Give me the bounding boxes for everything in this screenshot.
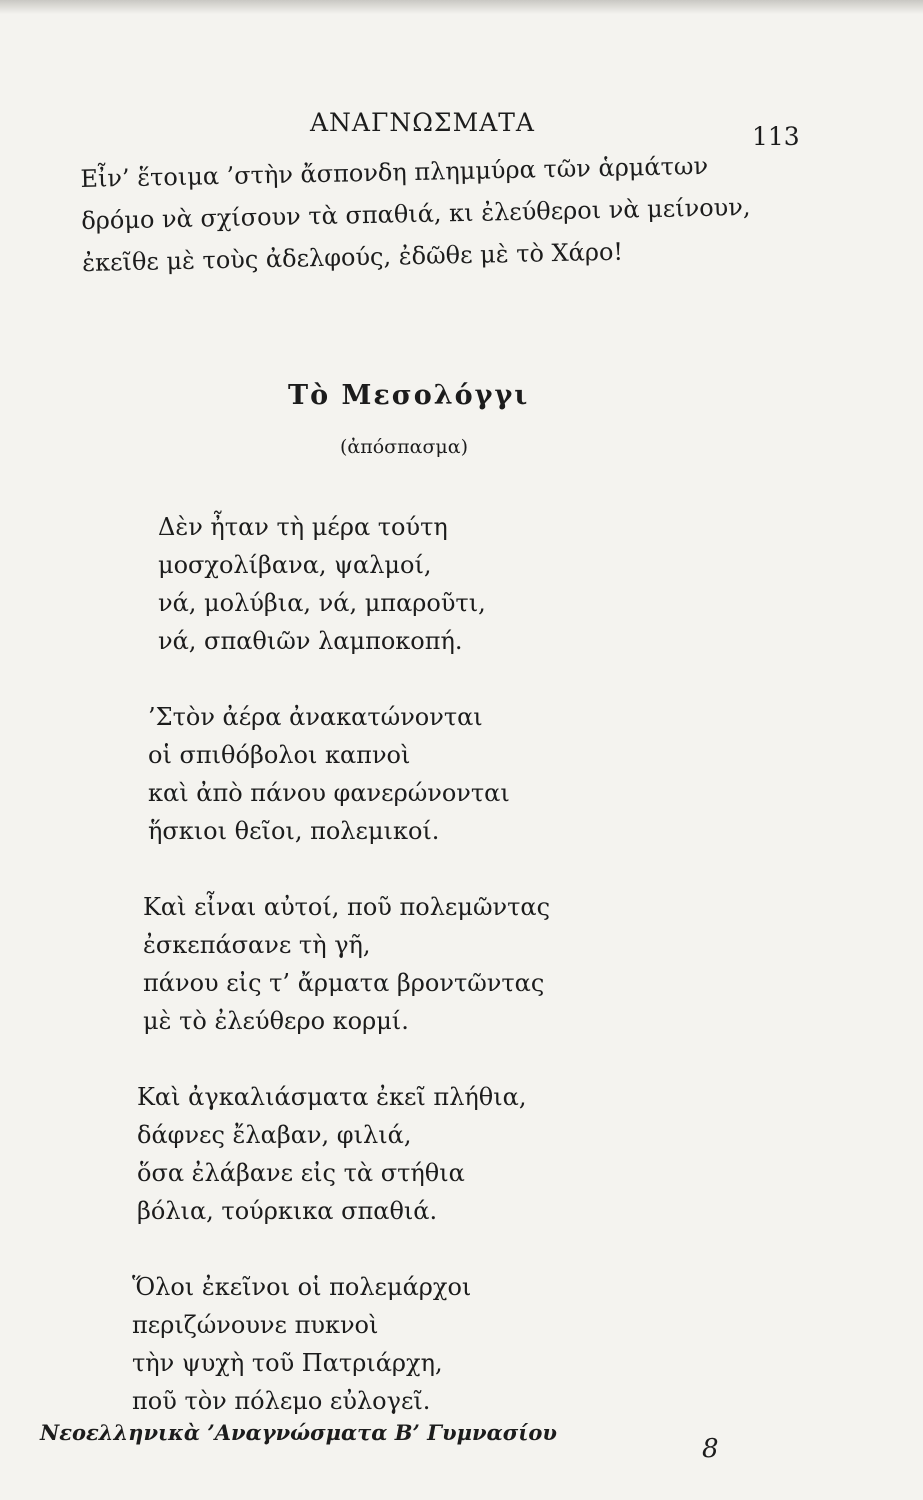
stanza-3 [143,888,703,1040]
verse-line: ὅσα ἐλάβανε εἰς τὰ στήθια [137,1159,465,1187]
verse-line: νά, μολύβια, νά, μπαροῦτι, [158,589,486,617]
opening-verse [80,143,782,284]
poem-subtitle: (ἀπόσπασμα) [340,436,469,458]
verse-line: Εἶν’ ἕτοιμα ’στὴν ἄσπονδη πλημμύρα τῶν ἁρμάτων [80,151,709,193]
verse-line: Δὲν ἦταν τὴ μέρα τούτη [158,513,448,541]
verse-line: δρόμο νὰ σχίσουν τὰ σπαθιά, κι ἐλεύθεροι νὰ μείνουν, [81,192,751,235]
verse-line: βόλια, τούρκικα σπαθιά. [137,1197,438,1225]
book-title: Νεοελληνικὰ ’Αναγνώσματα Β’ Γυμνασίου [40,1420,557,1445]
stanza-1 [158,508,718,660]
page-number: 113 [752,122,800,151]
verse-line: περιζώνουνε πυκνοὶ [132,1311,379,1339]
signature-mark: 8 [702,1434,719,1464]
stanza-4 [137,1078,697,1230]
page-footer [0,1420,923,1470]
verse-line: νά, σπαθιῶν λαμποκοπή. [158,627,463,655]
verse-line: ἐσκεπάσανε τὴ γῆ, [143,931,371,959]
verse-line: ἐκεῖθε μὲ τοὺς ἀδελφούς, ἐδῶθε μὲ τὸ Χάρο! [81,237,624,277]
verse-line: ποῦ τὸν πόλεμο εὐλογεῖ. [132,1387,431,1415]
verse-line: Καὶ εἶναι αὐτοί, ποῦ πολεμῶντας [143,893,551,921]
verse-line: Καὶ ἀγκαλιάσματα ἐκεῖ πλήθια, [137,1083,527,1111]
running-head: ΑΝΑΓΝΩΣΜΑΤΑ [310,108,535,137]
verse-line: Ὅλοι ἐκεῖνοι οἱ πολεμάρχοι [132,1273,472,1301]
verse-line: τὴν ψυχὴ τοῦ Πατριάρχη, [132,1349,443,1377]
verse-line: δάφνες ἔλαβαν, φιλιά, [137,1121,412,1149]
stanza-2 [148,698,708,850]
verse-line: μὲ τὸ ἐλεύθερο κορμί. [143,1007,409,1035]
poem-title: Τὸ Μεσολόγγι [288,380,530,411]
verse-line: μοσχολίβανα, ψαλμοί, [158,551,432,579]
verse-line: οἱ σπιθόβολοι καπνοὶ [148,741,411,769]
page-edge-shadow [0,0,923,14]
verse-line: ἥσκιοι θεῖοι, πολεμικοί. [148,817,440,845]
page-header [0,108,923,151]
verse-line: πάνου εἰς τ’ ἄρματα βροντῶντας [143,969,545,997]
stanza-5 [132,1268,692,1420]
verse-line: ’Στὸν ἀέρα ἀνακατώνονται [148,703,483,731]
verse-line: καὶ ἀπὸ πάνου φανερώνονται [148,779,510,807]
